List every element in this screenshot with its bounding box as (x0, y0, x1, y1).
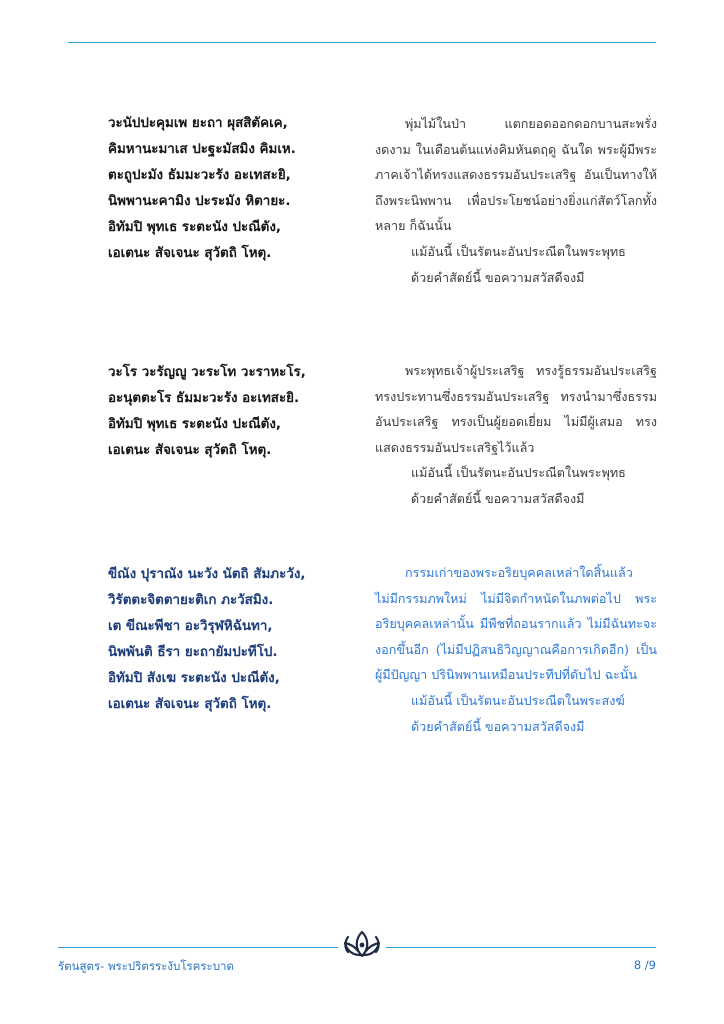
pali-line: เอเตนะ สัจเจนะ สุวัตถิ โหตุ. (108, 246, 272, 261)
pali-verse-2 (108, 360, 358, 464)
closing-line: ด้วยคำสัตย์นี้ ขอความสวัสดีจงมี (411, 490, 585, 506)
closing-line: แม้อันนี้ เป็นรัตนะอันประณีตในพระพุทธ (411, 243, 626, 259)
translation-paragraph: กรรมเก่าของพระอริยบุคคลเหล่าใดสิ้นแล้ว ไม่มีกรรมภพใหม่ ไม่มีจิตกำหนัดในภพต่อไป พระอริยบุคคลเหล่านั้น มีพืชที่ถอนรากแล้ว ไม่มีฉันทะจะงอกขึ้นอีก (ไม่มีปฏิสนธิวิญญาณคือการเกิดอีก) เป็นผู้มีปัญญา ปรินิพพานเหมือนประทีปที่ดับไป ฉะนั้น (375, 565, 657, 683)
translation-paragraph: พุ่มไม้ในป่า แตกยอดออกดอกบานสะพรั่งงดงาม ในเดือนต้นแห่งคิมหันตฤดู ฉันใด พระผู้มีพระภาคเจ้าได้ทรงแสดงธรรมอันประเสริฐ อันเป็นทางให้ถึงพระนิพพาน เพื่อประโยชน์อย่างยิ่งแก่สัตว์โลกทั้งหลาย ก็ฉันนั้น (375, 116, 657, 234)
closing-line: แม้อันนี้ เป็นรัตนะอันประณีตในพระสงฆ์ (411, 692, 625, 708)
pali-line: นิพพานะคามิง ปะระมัง หิตายะ. (108, 194, 291, 209)
closing-line: ด้วยคำสัตย์นี้ ขอความสวัสดีจงมี (411, 718, 585, 734)
pali-line: วิรัตตะจิตตายะติเก ภะวัสมิง. (108, 593, 274, 608)
thai-translation-1 (375, 111, 657, 290)
lotus-icon (340, 928, 384, 962)
footer-divider-left (58, 947, 338, 948)
pali-verse-1 (108, 111, 358, 267)
pali-line: อะนุตตะโร ธัมมะวะรัง อะเทสะยิ. (108, 391, 300, 406)
pali-line: อิทัมปิ พุทเธ ระตะนัง ปะณีตัง, (108, 220, 281, 235)
pali-line: เต ขีณะพีชา อะวิรุฬหิฉันทา, (108, 619, 273, 634)
closing-line: ด้วยคำสัตย์นี้ ขอความสวัสดีจงมี (411, 269, 585, 285)
footer-document-title: รัตนสูตร- พระปริตรระงับโรคระบาด (58, 959, 234, 973)
pali-line: เอเตนะ สัจเจนะ สุวัตถิ โหตุ. (108, 697, 272, 712)
thai-translation-2 (375, 358, 657, 512)
pali-line: อิทัมปิ พุทเธ ระตะนัง ปะณีตัง, (108, 417, 281, 432)
pali-line: นิพพันติ ธีรา ยะถายัมปะทีโป. (108, 645, 278, 660)
pali-line: วะนัปปะคุมเพ ยะถา ผุสสิตัคเค, (108, 116, 288, 131)
header-divider (68, 42, 656, 43)
pali-line: เอเตนะ สัจเจนะ สุวัตถิ โหตุ. (108, 443, 272, 458)
closing-line: แม้อันนี้ เป็นรัตนะอันประณีตในพระพุทธ (411, 465, 626, 481)
pali-line: ขีณัง ปุราณัง นะวัง นัตถิ สัมภะวัง, (108, 567, 306, 582)
pali-line: อิทัมปิ สังเฆ ระตะนัง ปะณีตัง, (108, 671, 280, 686)
pali-line: ตะถูปะมัง ธัมมะวะรัง อะเทสะยิ, (108, 168, 291, 183)
page-number: 8 /9 (633, 958, 656, 972)
footer-divider-right (386, 947, 656, 948)
pali-verse-3 (108, 562, 358, 718)
pali-line: วะโร วะรัญญู วะระโท วะราหะโร, (108, 365, 306, 380)
pali-line: คิมหานะมาเส ปะฐะมัสมิง คิมเห. (108, 142, 296, 157)
translation-paragraph: พระพุทธเจ้าผู้ประเสริฐ ทรงรู้ธรรมอันประเสริฐ ทรงประทานซึ่งธรรมอันประเสริฐ ทรงนำมาซึ่งธรรมอันประเสริฐ ทรงเป็นผู้ยอดเยี่ยม ไม่มีผู้เสมอ ทรงแสดงธรรมอันประเสริฐไว้แล้ว (375, 363, 657, 455)
thai-translation-3 (375, 560, 657, 739)
